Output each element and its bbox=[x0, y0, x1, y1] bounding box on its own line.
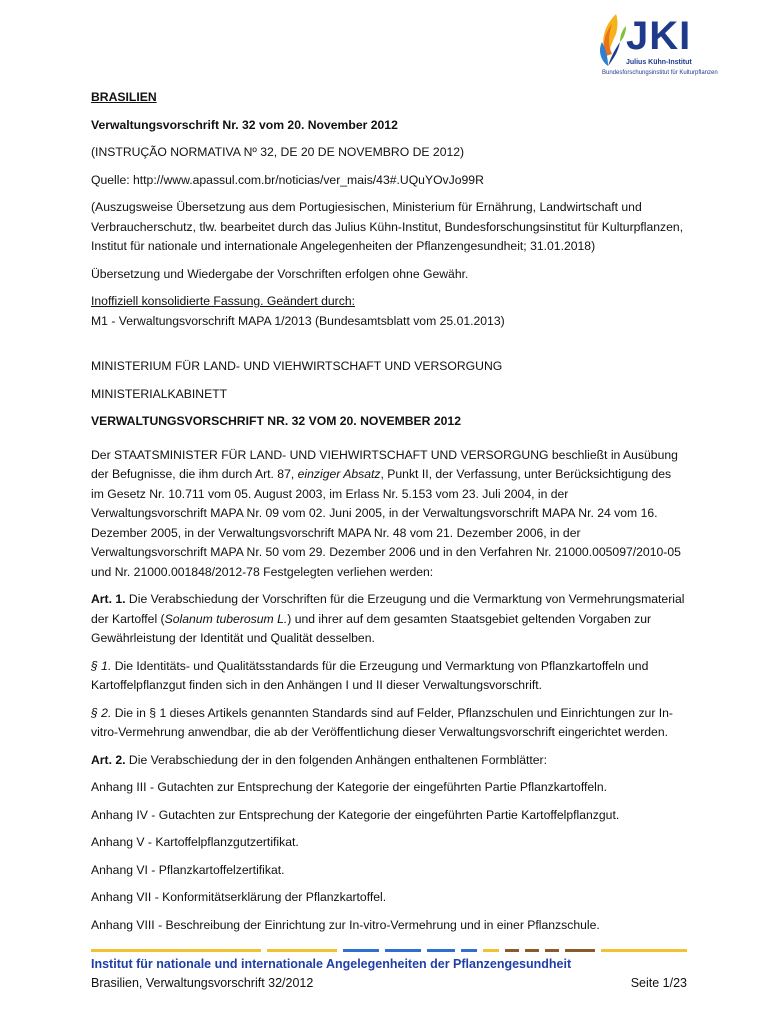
regulation-title: VERWALTUNGSVORSCHRIFT NR. 32 VOM 20. NOVEMBER 2012 bbox=[91, 414, 461, 428]
disclaimer: Übersetzung und Wiedergabe der Vorschriften erfolgen ohne Gewähr. bbox=[91, 266, 469, 281]
country-heading: BRASILIEN bbox=[91, 90, 157, 104]
leaf-flame-icon bbox=[596, 12, 630, 68]
annex-item: Anhang VI - Pflanzkartoffelzertifikat. bbox=[91, 862, 285, 877]
jki-logo bbox=[596, 12, 716, 78]
document-body bbox=[91, 88, 687, 943]
annex-item: Anhang VII - Konformitätserklärung der Pflanzkartoffel. bbox=[91, 890, 387, 904]
paragraph-1: § 1. Die Identitäts- und Qualitätsstandards für die Erzeugung und Vermarktung von Pflanzkartoffeln und Kartoffelpflanzgut finden sich in den Anhängen I und II dieser Verwaltungsvorschrift. bbox=[91, 658, 649, 692]
footer-page-number: Seite 1/23 bbox=[630, 976, 687, 990]
original-title: (INSTRUÇÃO NORMATIVA Nº 32, DE 20 DE NOVEMBRO DE 2012) bbox=[91, 145, 465, 159]
cabinet-name: MINISTERIALKABINETT bbox=[91, 386, 228, 401]
paragraph-2: § 2. Die in § 1 dieses Artikels genannten Standards sind auf Felder, Pflanzschulen und Einrichtungen zur In-vitro-Vermehrung anwendbar, die ab der Veröffentlichung dieser Verwaltungsvorschrift eingerichtet werden. bbox=[91, 705, 673, 739]
consolidated-note: Inoffiziell konsolidierte Fassung. Geändert durch: bbox=[91, 294, 355, 308]
translation-note: (Auszugsweise Übersetzung aus dem Portugiesischen, Ministerium für Ernährung, Landwirtschaft und Verbraucherschutz, tlw. bearbeitet durch das Julius Kühn-Institut, Bundesforschungsinstitut für Kulturpflanzen, Institut für nationale und internationale Angelegenheiten der Pflanzengesundheit; 31.01.2018) bbox=[91, 200, 684, 253]
logo-text: JKI bbox=[626, 14, 692, 58]
logo-tagline: Bundesforschungsinstitut für Kulturpflanzen bbox=[602, 70, 718, 76]
annex-item: Anhang IV - Gutachten zur Entsprechung der Kategorie der eingeführten Partie Kartoffelpflanzgut. bbox=[91, 807, 620, 822]
footer-doc-ref: Brasilien, Verwaltungsvorschrift 32/2012 bbox=[91, 976, 314, 990]
article-1: Art. 1. Die Verabschiedung der Vorschriften für die Erzeugung und die Vermarktung von Vermehrungsmaterial der Kartoffel (Solanum tuberosum L.) und ihrer auf dem gesamten Staatsgebiet geltenden Vorgaben zur Gewährleistung der Identität und Qualität desselben. bbox=[91, 592, 685, 645]
source-line: Quelle: http://www.apassul.com.br/noticias/ver_mais/43#.UQuYOvJo99R bbox=[91, 172, 484, 187]
document-heading: Verwaltungsvorschrift Nr. 32 vom 20. November 2012 bbox=[91, 117, 398, 132]
footer-institute: Institut für nationale und internationale Angelegenheiten der Pflanzengesundheit bbox=[91, 957, 572, 971]
preamble: Der STAATSMINISTER FÜR LAND- UND VIEHWIRTSCHAFT UND VERSORGUNG beschließt in Ausübung der Befugnisse, die ihm durch Art. 87, einziger Absatz, Punkt II, der Verfassung, unter Berücksichtigung des im Gesetz Nr. 10.711 vom 05. August 2003, im Erlass Nr. 5.153 vom 23. Juli 2004, in der Verwaltungsvorschrift MAPA Nr. 09 vom 02. Juni 2005, in der Verwaltungsvorschrift MAPA Nr. 24 vom 16. Dezember 2005, in der Verwaltungsvorschrift MAPA Nr. 48 vom 21. Dezember 2006, in der Verwaltungsvorschrift MAPA Nr. 50 vom 29. Dezember 2006 und in den Verfahren Nr. 21000.005097/2010-05 und Nr. 21000.001848/2012-78 Festgelegten verliehen werden: bbox=[91, 447, 681, 579]
annex-item: Anhang V - Kartoffelpflanzgutzertifikat. bbox=[91, 835, 299, 849]
footer-divider bbox=[91, 949, 687, 953]
annex-item: Anhang VIII - Beschreibung der Einrichtung zur In-vitro-Vermehrung und in einer Pflanzschule. bbox=[91, 917, 600, 932]
amendment-line: M1 - Verwaltungsvorschrift MAPA 1/2013 (Bundesamtsblatt vom 25.01.2013) bbox=[91, 313, 505, 328]
ministry-name: MINISTERIUM FÜR LAND- UND VIEHWIRTSCHAFT UND VERSORGUNG bbox=[91, 359, 503, 373]
logo-subtitle: Julius Kühn-Institut bbox=[626, 59, 692, 66]
annex-item: Anhang III - Gutachten zur Entsprechung der Kategorie der eingeführten Partie Pflanzkartoffeln. bbox=[91, 780, 608, 794]
article-2: Art. 2. Die Verabschiedung der in den folgenden Anhängen enthaltenen Formblätter: bbox=[91, 752, 547, 767]
